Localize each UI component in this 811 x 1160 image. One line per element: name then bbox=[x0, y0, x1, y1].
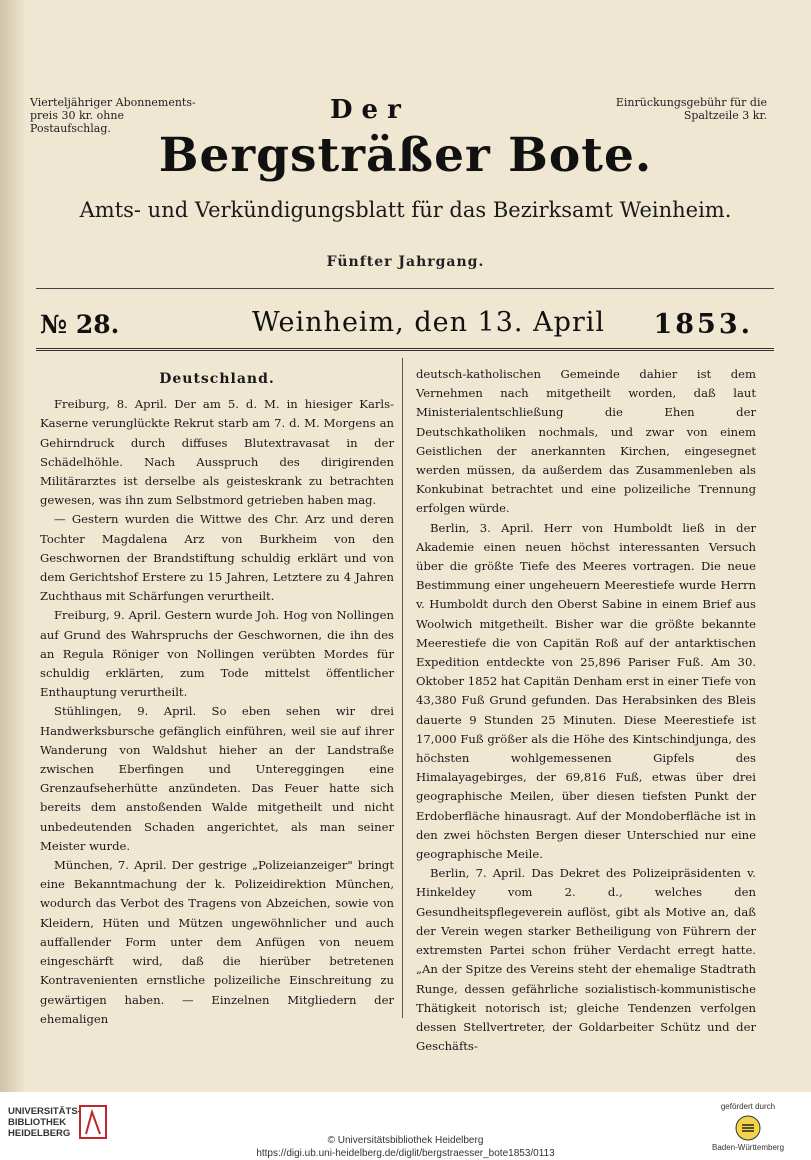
article-paragraph: Freiburg, 9. April. Gestern wurde Joh. Hog von Nollingen auf Grund des Wahrspruchs der Geschwornen, die ihn des an Regula Röniger von Nollingen verübten Mordes für schuldig erklärten, zum Tode mittelst öffentlicher Enthauptung verurtheilt. bbox=[40, 608, 394, 700]
insertion-fee-note: Einrückungsgebühr für die Spaltzeile 3 kr. bbox=[615, 96, 767, 122]
source-url[interactable]: https://digi.ub.uni-heidelberg.de/diglit/bergstraesser_bote1853/0113 bbox=[256, 1148, 555, 1159]
article-paragraph: München, 7. April. Der gestrige „Polizeianzeiger" bringt eine Bekanntmachung der k. Polizeidirektion München, wodurch das Verbot des Tragens von Abzeichen, sowie von Kleidern, Hüten und Mützen ungewöhnlicher und auch auffallender Form unter dem Anfügen von neuem eingeschärft wird, daß die hierüber betretenen Kontravenienten ernstliche polizeiliche Einschreitung zu gewärtigen haben. — Einzelnen Mitgliedern der ehemaligen bbox=[40, 858, 394, 1026]
article-paragraph: Stühlingen, 9. April. So eben sehen wir drei Handwerksbursche gefänglich einführen, weil sie auf ihrer Wanderung von Waldshut hieher an der Landstraße zwischen Eberfingen und Untereggingen eine Grenzaufseherhütte anzündeten. Das Feuer hatte sich bereits dem anstoßenden Walde mitgetheilt und nicht unbedeutenden Schaden angerichtet, als man seiner Meister wurde. bbox=[40, 704, 394, 853]
copyright-text: © Universitätsbibliothek Heidelberg bbox=[327, 1135, 484, 1146]
article-paragraph: Berlin, 3. April. Herr von Humboldt ließ in der Akademie einen neuen höchst interessanten Versuch über die größte Tiefe des Meeres vortragen. Die neue Bestimmung einer ungeheuern Meerestiefe wurde Herrn v. Humboldt durch den Oberst Sabine in einem Brief aus Woolwich mitgetheilt. Bisher war die größte bekannte Meerestiefe die von Capitän Roß auf der antarktischen Expedition entdeckte von 25,896 Pariser Fuß. Am 30. Oktober 1852 hat Capitän Denham erst in einer Tiefe von 43,380 Fuß Grund gefunden. Das Herabsinken des Bleis dauerte 9 Stunden 25 Minuten. Diese Meerestiefe ist 17,000 Fuß größer als die Höhe des Kintschindjunga, des höchsten wohlgemessenen Gipfels des Himalayagebirges, der 69,816 Fuß, etwas über drei geographische Meilen, über diesen tiefsten Punkt der Erdoberfläche hinausragt. Auf der Mondoberfläche ist in den zwei höchsten Bergen dieser Unterschied nur eine geographische Meile. bbox=[416, 520, 756, 862]
state-seal-icon bbox=[735, 1115, 761, 1141]
volume-label: Fünfter Jahrgang. bbox=[326, 254, 485, 270]
copyright-notice bbox=[0, 1134, 811, 1160]
funding-notice bbox=[703, 1102, 793, 1152]
right-column bbox=[416, 365, 756, 1056]
newspaper-subtitle: Amts- und Verkündigungsblatt für das Bezirksamt Weinheim. bbox=[79, 198, 732, 222]
issue-number: № 28. bbox=[40, 310, 120, 339]
issue-year: 1853. bbox=[653, 309, 753, 340]
header-rule-bottom bbox=[36, 348, 774, 351]
article-paragraph: Berlin, 7. April. Das Dekret des Polizeipräsidenten v. Hinkeldey vom 2. d., welches den Gesundheitspflegeverein auflöst, gibt als Motive an, daß der Verein wegen starker Betheiligung von Führern der extremsten Partei schon früher Verdacht erregt hatte. „An der Spitze des Vereins steht der ehemalige Stadtrath Runge, dessen gefährliche sozialistisch-kommunistische Thätigkeit notorisch ist; gleiche Tendenzen verfolgen dessen Stellvertreter, der Goldarbeiter Schütz und der Geschäfts- bbox=[416, 866, 756, 1054]
article-paragraph: — Gestern wurden die Wittwe des Chr. Arz und deren Tochter Magdalena Arz von Burkheim von den Geschwornen der Brandstiftung schuldig erklärt und von dem Gerichtshof Erstere zu 15 Jahren, Letztere zu 4 Jahren Zuchthaus mit Schärfungen verurtheilt. bbox=[40, 512, 394, 604]
article-paragraph: deutsch-katholischen Gemeinde dahier ist dem Vernehmen nach mitgetheilt worden, daß laut Ministerialentschließung die Ehen der Deutschkatholiken nochmals, und zwar von einem Geistlichen der anerkannten Kirchen, eingesegnet werden müssen, da außerdem das Zusammenleben als Konkubinat betrachtet und eine polizeiliche Trennung erfolgen würde. bbox=[416, 367, 756, 516]
newspaper-title: Bergsträßer Bote. bbox=[158, 128, 653, 183]
header-rule-top bbox=[36, 288, 774, 289]
library-logo-text: UNIVERSITÄTS-BIBLIOTHEK HEIDELBERG bbox=[8, 1106, 81, 1139]
article-paragraph: Freiburg, 8. April. Der am 5. d. M. in hiesiger Karls-Kaserne verunglückte Rekrut starb am 7. d. M. Morgens an Gehirndruck durch diffuses Blutextravasat in der Schädelhöhle. Nach Ausspruch des dirigirenden Militärarztes ist derselbe als geisteskrank zu betrachten gewesen, was ihn zum Selbstmord getrieben haben mag. bbox=[40, 397, 394, 508]
funded-by-label: gefördert durch bbox=[720, 1102, 776, 1111]
section-heading: Deutschland. bbox=[159, 371, 275, 387]
viewer-footer bbox=[0, 1092, 811, 1157]
left-column bbox=[40, 370, 394, 1029]
column-divider bbox=[402, 358, 403, 1018]
funder-name: Baden-Württemberg bbox=[711, 1143, 785, 1152]
subscription-price-note: Vierteljähriger Abonnements-preis 30 kr. ohne Postaufschlag. bbox=[30, 96, 196, 135]
title-article: Der bbox=[330, 95, 410, 125]
place-date: Weinheim, den 13. April bbox=[252, 307, 606, 338]
